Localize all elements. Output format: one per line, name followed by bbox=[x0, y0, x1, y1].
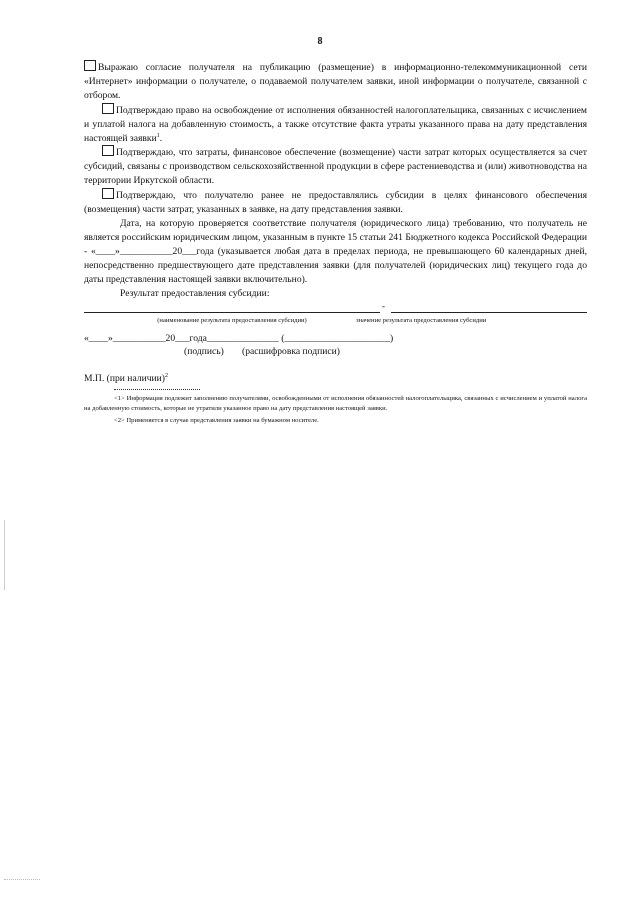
bottom-scan-mark bbox=[4, 879, 40, 880]
confirm-vat-text: Подтверждаю право на освобождение от исполнения обязанностей налогоплательщика, связанных с исчислением и уплатой налога на добавленную стоимость, а также отсутствие факта утраты указанного права на дату представления настоящей заявки bbox=[84, 104, 587, 144]
confirm-costs-checkbox[interactable] bbox=[102, 145, 114, 156]
result-label: Результат предоставления субсидии: bbox=[120, 287, 270, 299]
footnote-separator bbox=[114, 389, 200, 390]
signature-date-line[interactable]: «____»___________20___года_______________ (______________________) bbox=[84, 333, 394, 345]
footnote-ref-1: 1 bbox=[156, 132, 160, 139]
signature-block bbox=[84, 332, 587, 366]
confirm-vat-paragraph: Подтверждаю право на освобождение от исполнения обязанностей налогоплательщика, связанных с исчислением и уплатой налога на добавленную стоимость, а также отсутствие факта утраты указанного права на дату представления настоящей заявки$^1$. bbox=[84, 104, 587, 144]
consent-publish-checkbox[interactable] bbox=[84, 60, 96, 71]
confirm-no-prior-paragraph bbox=[84, 188, 587, 217]
confirm-costs-text: Подтверждаю, что затраты, финансовое обеспечение (возмещение) части затрат которых осуществляется за счет субсидий, связаны с производством сельскохозяйственной продукции в сфере растениеводства и (или) животноводства на территории Иркутской области. bbox=[84, 147, 587, 187]
result-name-field[interactable] bbox=[84, 302, 380, 313]
result-row bbox=[84, 300, 587, 330]
confirm-costs-paragraph bbox=[84, 145, 587, 188]
stamp-label bbox=[84, 372, 587, 386]
confirm-no-prior-text: Подтверждаю, что получателю ранее не предоставлялись субсидии в целях финансового обеспечения (возмещения) части затрат, указанных в заявке, на дату представления заявки. bbox=[84, 190, 587, 216]
page-number: 8 bbox=[317, 36, 323, 47]
signature-decode-caption: (расшифровка подписи) bbox=[242, 346, 340, 358]
stamp-label-text: М.П. (при наличии) bbox=[84, 373, 165, 385]
footnote-2: <2> Применяется в случае представления заявки на бумажном носителе. bbox=[114, 416, 319, 424]
consent-publish-text: Выражаю согласие получателя на публикацию (размещение) в информационно-телекоммуникационной сети «Интернет» информации о получателе, о подаваемой получателем заявки, иной информации о получателе, связанной с отбором. bbox=[84, 62, 587, 101]
result-name-caption: (наименование результата предоставления субсидии) bbox=[157, 317, 307, 325]
confirm-no-prior-checkbox[interactable] bbox=[102, 188, 114, 199]
result-value-caption: значение результата предоставления субсидии bbox=[356, 317, 487, 325]
form-content bbox=[84, 60, 587, 428]
result-dash: - bbox=[382, 301, 385, 312]
date-check-paragraph: Дата, на которую проверяется соответствие получателя (юридического лица) требованию, что получатель не является российским юридическим лицом, указанным в пункте 15 статьи 241 Бюджетного кодекса Российской Федерации - «____»___________20___года (указывается любая дата в пределах периода, не превышающего 60 календарных дней, непосредственно предшествующего дате представления заявки (для получателей (юридических лиц) текущего года до даты представления настоящей заявки включительно). bbox=[84, 217, 587, 285]
footnote-1: <1> Информация подлежит заполнению получателями, освобожденными от исполнения обязанностей налогоплательщика, связанных с исчислением и уплатой налога на добавленную стоимость, которые не утратили указанное право на дату представления настоящей заявки. bbox=[84, 395, 587, 412]
signature-caption: (подпись) bbox=[184, 346, 224, 358]
result-value-field[interactable] bbox=[391, 302, 587, 313]
confirm-vat-checkbox[interactable] bbox=[102, 103, 114, 114]
consent-publish-paragraph bbox=[84, 60, 587, 103]
footnote-ref-2: 2 bbox=[165, 373, 168, 380]
margin-scan-mark bbox=[4, 520, 5, 590]
